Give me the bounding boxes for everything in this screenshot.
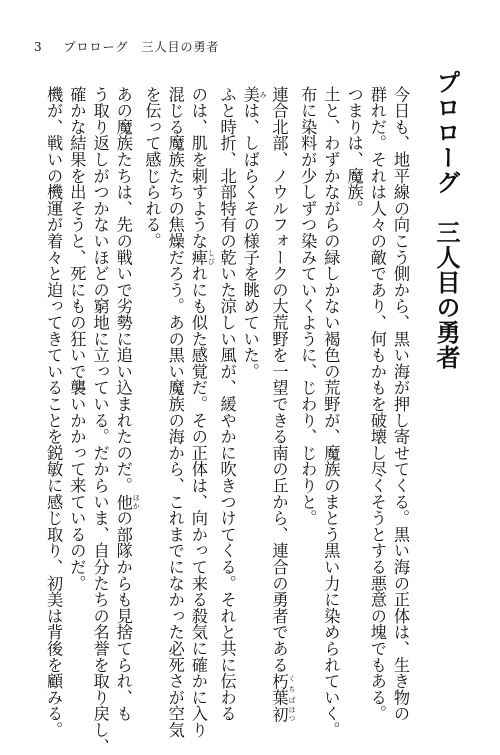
ruby-reading: しび (207, 249, 216, 266)
paragraph (366, 70, 412, 722)
ruby-annotation: 初 はつ (269, 705, 296, 722)
text-line: 混じる魔族たちの焦燥だろう。あの黒い魔族の海から、これまでになかった必死さが空気 (165, 86, 185, 739)
text-line: 機が、戦いの機運が着々と迫ってきていることを鋭敏に感じ取り、初美は背後を顧みる。 (44, 86, 64, 739)
text-line: ふと時折、北部特有の乾いた涼しい風が、緩やかに吹きつけてくる。それと共に伝わる (217, 86, 237, 722)
ruby-annotation: 美 み (240, 86, 268, 103)
text-line: 連合北部、ノウルフォークの大荒野を一望できる南の丘から、連合の勇者である朽葉 くちば初 はつ (269, 86, 296, 722)
text-line: つまりは、魔族。 (344, 86, 364, 217)
text-line: 確かな結果を出そうと、死にもの狂いで襲いかかって来ているのだ。 (67, 86, 87, 592)
text-line: 美 みは、しばらくその様子を眺めていた。 (240, 86, 268, 380)
running-title: プロローグ 三人目の勇者 (63, 40, 220, 54)
page-number: 3 (34, 40, 43, 54)
ruby-reading: はつ (287, 705, 296, 722)
text-line: う取り返しがつかないほどの窮地に立っている。だからいま、自分たちの名誉を取り戻し、 (90, 86, 110, 755)
text-line: 土と、わずかながらの緑しかない褐色の荒野が、魔族のまとう黒い力に染められていく。 (321, 86, 341, 739)
vertical-text-body (42, 70, 466, 755)
ruby-annotation: 痺 しび (188, 249, 216, 266)
ruby-reading: くちば (287, 673, 296, 706)
ruby-reading: み (259, 86, 268, 103)
ruby-reading: ほか (132, 493, 141, 510)
chapter-title: プロローグ 三人目の勇者 (432, 70, 461, 370)
text-line: を伝って感じられる。 (142, 86, 162, 250)
paragraph (140, 70, 238, 739)
running-header (34, 38, 219, 55)
paragraphs-container (42, 70, 412, 755)
text-line: あの魔族たちは、先の戦いで劣勢に追い込まれたのだ。他 ほかの部隊からも見捨てられ、も (113, 86, 141, 722)
paragraph (239, 70, 296, 722)
paragraph (296, 70, 342, 739)
paragraph (65, 70, 141, 755)
text-line: 今日も、地平線の向こう側から、黒い海が押し寄せてくる。黒い海の正体は、生き物の (391, 86, 410, 722)
ruby-annotation: 他 ほか (113, 493, 141, 510)
text-line: 群れだ。それは人々の敵であり、何もかもを破壊し尽くそうとする悪意の塊でもある。 (367, 86, 387, 722)
paragraph (42, 70, 65, 739)
text-line: のは、肌を刺すような痺 しびれにも似た感覚だ。その正体は、向かって来る殺気に確かに入り (188, 86, 216, 739)
text-line: 布に染料が少しずつ染みていくように、じわり、じわりと。 (298, 86, 318, 527)
ruby-annotation: 朽葉 くちば (269, 673, 296, 706)
paragraph (342, 70, 365, 674)
